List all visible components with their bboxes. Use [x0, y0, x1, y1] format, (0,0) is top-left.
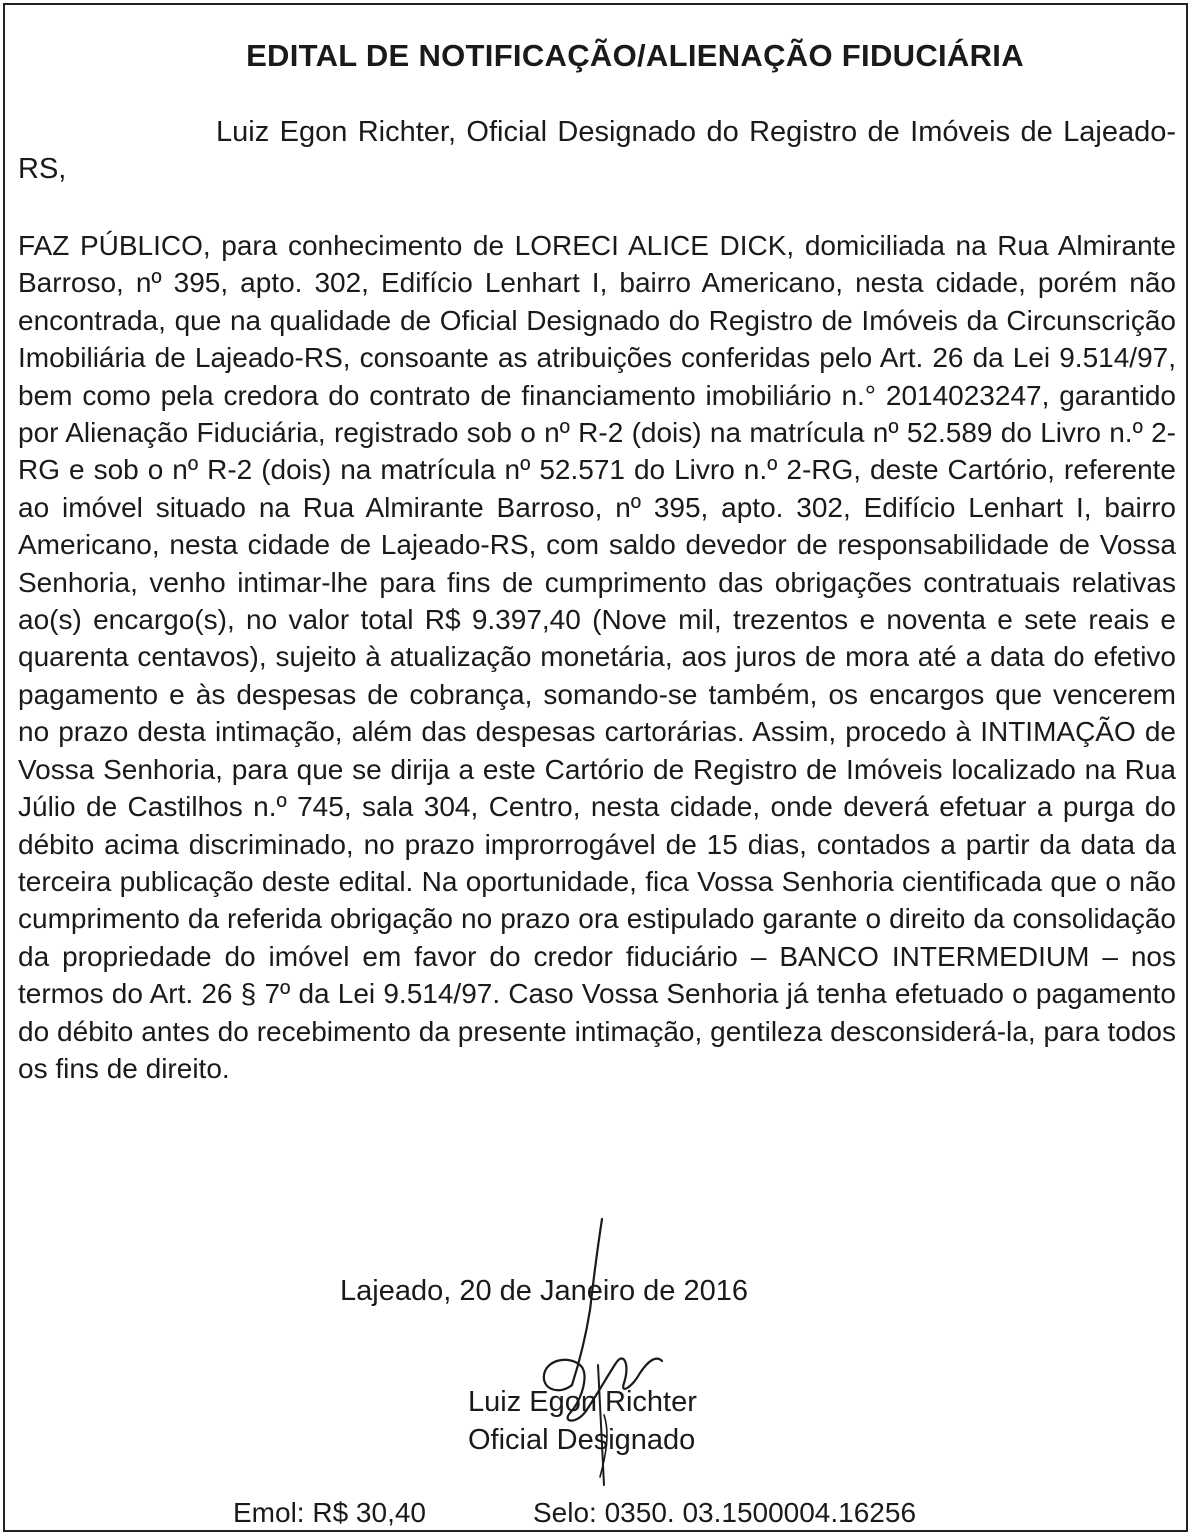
- signatory-name: Luiz Egon Richter: [468, 1386, 697, 1418]
- body-paragraph: FAZ PÚBLICO, para conhecimento de LORECI ALICE DICK, domiciliada na Rua Almirante Barroso, nº 395, apto. 302, Edifício Lenhart I, bairro Americano, nesta cidade, porém não encontrada, que na qualidade de Oficial Designado do Registro de Imóveis da Circunscrição Imobiliária de Lajeado-RS, consoante as atribuições conferidas pelo Art. 26 da Lei 9.514/97, bem como pela credora do contrato de financiamento imobiliário n.° 2014023247, garantido por Alienação Fiduciária, registrado sob o nº R-2 (dois) na matrícula nº 52.589 do Livro n.º 2-RG e sob o nº R-2 (dois) na matrícula nº 52.571 do Livro n.º 2-RG, deste Cartório, referente ao imóvel situado na Rua Almirante Barroso, nº 395, apto. 302, Edifício Lenhart I, bairro Americano, nesta cidade de Lajeado-RS, com saldo devedor de responsabilidade de Vossa Senhoria, venho intimar-lhe para fins de cumprimento das obrigações contratuais relativas ao(s) encargo(s), no valor total R$ 9.397,40 (Nove mil, trezentos e noventa e sete reais e quarenta centavos), sujeito à atualização monetária, aos juros de mora até a data do efetivo pagamento e às despesas de cobrança, somando-se também, os encargos que vencerem no prazo desta intimação, além das despesas cartorárias. Assim, procedo à INTIMAÇÃO de Vossa Senhoria, para que se dirija a este Cartório de Registro de Imóveis localizado na Rua Júlio de Castilhos n.º 745, sala 304, Centro, nesta cidade, onde deverá efetuar a purga do débito acima discriminado, no prazo improrrogável de 15 dias, contados a partir da data da terceira publicação deste edital. Na oportunidade, fica Vossa Senhoria cientificada que o não cumprimento da referida obrigação no prazo ora estipulado garante o direito da consolidação da propriedade do imóvel em favor do credor fiduciário – BANCO INTERMEDIUM – nos termos do Art. 26 § 7º da Lei 9.514/97. Caso Vossa Senhoria já tenha efetuado o pagamento do débito antes do recebimento da presente intimação, gentileza desconsiderá-la, para todos os fins de direito.: [18, 230, 1176, 1084]
- intro-paragraph: Luiz Egon Richter, Oficial Designado do Registro de Imóveis de Lajeado-RS,: [18, 116, 1176, 185]
- signatory-role: Oficial Designado: [468, 1424, 696, 1456]
- document-title: EDITAL DE NOTIFICAÇÃO/ALIENAÇÃO FIDUCIÁRIA: [246, 38, 1024, 73]
- fees-line: Emol: R$ 30,40: [233, 1497, 426, 1528]
- date-line: Lajeado, 20 de Janeiro de 2016: [340, 1275, 748, 1307]
- handwritten-signature: [520, 1215, 690, 1505]
- seal-number: Selo: 0350. 03.1500004.16256: [533, 1497, 917, 1528]
